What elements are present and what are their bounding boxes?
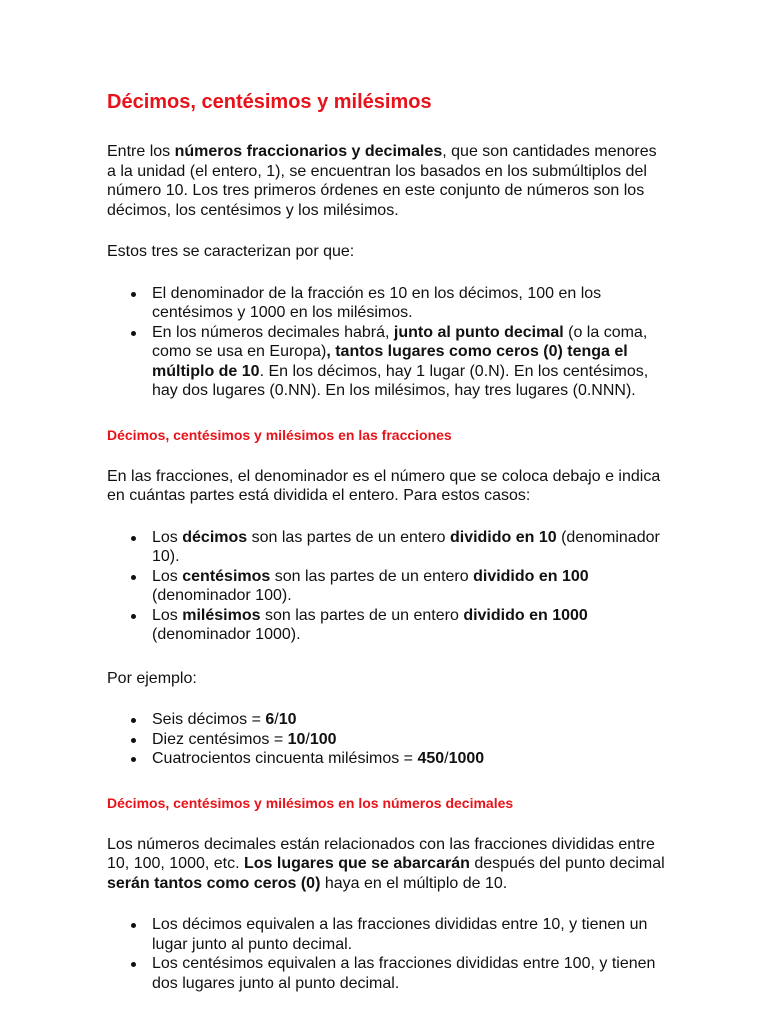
list-item: Los décimos equivalen a las fracciones divididas entre 10, y tienen un lugar junto al punto decimal. — [152, 915, 667, 954]
intro-paragraph: Entre los números fraccionarios y decimales, que son cantidades menores a la unidad (el entero, 1), se encuentran los basados en los submúltiplos del número 10. Los tres primeros órdenes en este conjunto de números son los décimos, los centésimos y los milésimos. — [107, 143, 657, 219]
list-item: Diez centésimos = 10/100 — [152, 730, 667, 750]
intro-bold: números fraccionarios y decimales — [174, 143, 443, 160]
characterize-paragraph: Estos tres se caracterizan por que: — [107, 243, 355, 260]
characteristics-list — [107, 284, 667, 401]
list-item: Los centésimos equivalen a las fracciones divididas entre 100, y tienen dos lugares junto al punto decimal. — [152, 954, 667, 993]
page-title: Décimos, centésimos y milésimos — [107, 91, 432, 113]
section-heading-fractions: Décimos, centésimos y milésimos en las fracciones — [107, 426, 452, 443]
section-heading-decimals: Décimos, centésimos y milésimos en los números decimales — [107, 794, 514, 811]
examples-list — [107, 710, 667, 769]
list-item: Los milésimos son las partes de un entero dividido en 1000 (denominador 1000). — [152, 606, 667, 645]
example-label: Por ejemplo: — [107, 669, 197, 687]
decimals-list — [107, 915, 667, 993]
list-item: Seis décimos = 6/10 — [152, 710, 667, 730]
list-item: Cuatrocientos cincuenta milésimos = 450/1000 — [152, 749, 667, 769]
list-item: El denominador de la fracción es 10 en los décimos, 100 en los centésimos y 1000 en los milésimos. — [152, 284, 667, 323]
fractions-paragraph: En las fracciones, el denominador es el número que se coloca debajo e indica en cuántas partes está dividida el entero. Para estos casos: — [107, 467, 661, 504]
fractions-list — [107, 528, 667, 645]
list-item: Los centésimos son las partes de un entero dividido en 100 (denominador 100). — [152, 567, 667, 606]
document-page — [107, 88, 667, 1017]
decimals-paragraph: Los números decimales están relacionados con las fracciones divididas entre 10, 100, 1000, etc. Los lugares que se abarcarán después del punto decimal serán tantos como ceros (0) haya en el múltiplo de 10. — [107, 835, 665, 892]
list-item: Los décimos son las partes de un entero dividido en 10 (denominador 10). — [152, 528, 667, 567]
list-item: En los números decimales habrá, junto al punto decimal (o la coma, como se usa en Europa), tantos lugares como ceros (0) tenga el múltiplo de 10. En los décimos, hay 1 lugar (0.N). En los centésimos, hay dos lugares (0.NN). En los milésimos, hay tres lugares (0.NNN). — [152, 323, 667, 401]
